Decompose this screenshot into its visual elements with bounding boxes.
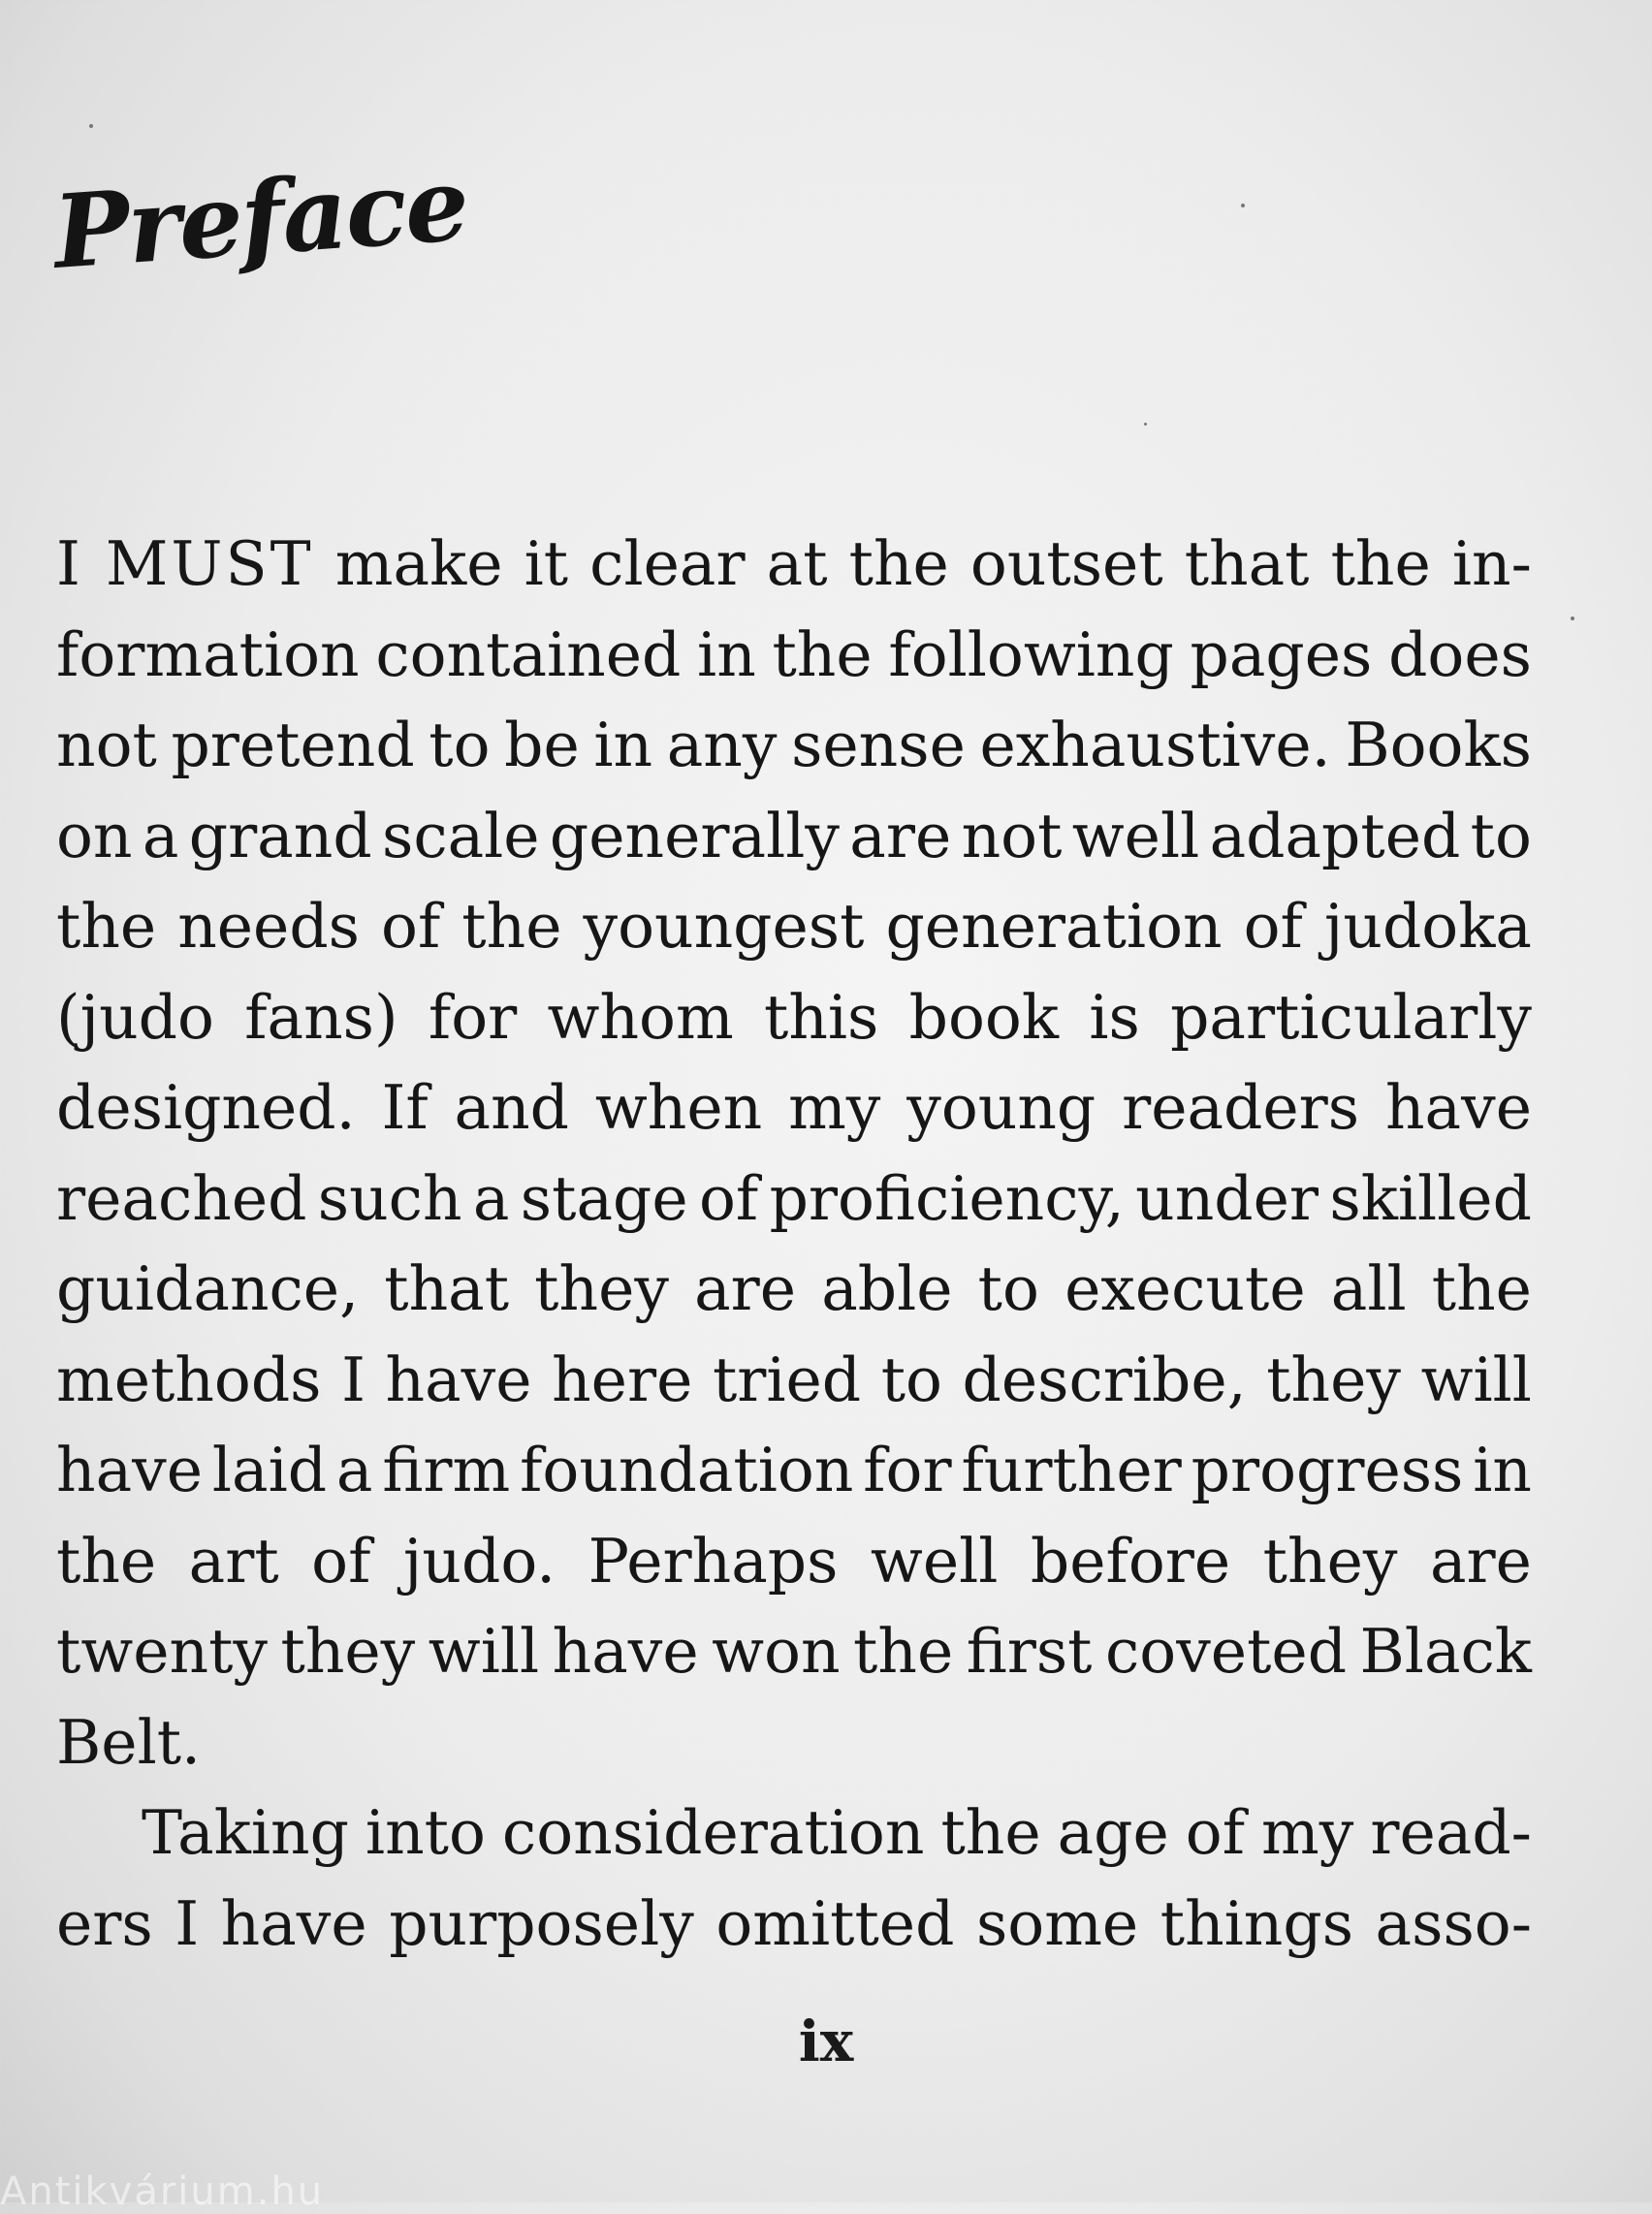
word: contained: [375, 618, 682, 690]
word: to: [977, 1253, 1039, 1324]
word: Taking: [142, 1797, 349, 1868]
word: able: [821, 1253, 953, 1324]
word: stage: [520, 1162, 688, 1234]
text-line-6: [56, 972, 1532, 1063]
word: they: [1266, 1344, 1401, 1415]
word: skilled: [1329, 1162, 1532, 1234]
word: of: [698, 1162, 759, 1234]
page-title: Preface: [49, 143, 471, 292]
word: to: [1470, 800, 1532, 871]
word: sense: [791, 710, 966, 780]
text-line-8: [56, 1154, 1532, 1245]
word: have: [385, 1344, 532, 1415]
word: well: [1071, 800, 1200, 871]
word: my: [788, 1072, 881, 1143]
word: asso-: [1375, 1887, 1532, 1959]
word: some: [975, 1887, 1139, 1959]
word: well: [870, 1525, 999, 1597]
preface-body: [56, 519, 1532, 1969]
word: (judo: [56, 981, 214, 1053]
word: a: [335, 1435, 373, 1505]
word: the: [772, 618, 873, 690]
word: to: [429, 710, 491, 780]
word: are: [849, 800, 952, 871]
word: following: [888, 618, 1174, 690]
word: in: [1473, 1435, 1532, 1505]
word: youngest: [583, 891, 865, 962]
page-number: ix: [798, 2008, 854, 2074]
paper-speck: [1144, 423, 1147, 426]
word: the: [853, 1616, 954, 1687]
text-line-4: [56, 791, 1532, 882]
word: pretend: [171, 710, 415, 780]
word: tried: [712, 1344, 862, 1415]
word: generally: [549, 800, 840, 871]
word: of: [311, 1525, 371, 1597]
word: a: [472, 1162, 510, 1234]
word: not: [56, 710, 157, 780]
word: progress: [1191, 1435, 1464, 1505]
word: for: [863, 1435, 952, 1505]
word: scale: [381, 800, 540, 871]
word: methods: [56, 1344, 322, 1415]
text-line-12: [56, 1516, 1532, 1607]
word: proficiency,: [769, 1162, 1125, 1234]
word: further: [961, 1435, 1182, 1505]
word: reached: [56, 1162, 307, 1234]
word: they: [1262, 1525, 1398, 1597]
word: under: [1135, 1162, 1319, 1234]
word: things: [1160, 1887, 1354, 1959]
word: when: [594, 1072, 763, 1143]
word: be: [504, 710, 580, 780]
word: Books: [1345, 710, 1532, 780]
word: exhaustive.: [979, 710, 1331, 780]
word: they: [534, 1253, 669, 1324]
word: fans): [244, 981, 398, 1053]
word: in-: [1451, 528, 1532, 599]
word: in: [593, 710, 653, 780]
word: foundation: [520, 1435, 854, 1505]
word: readers: [1122, 1072, 1360, 1143]
word: any: [666, 710, 778, 780]
word: it: [524, 528, 569, 599]
word: adapted: [1209, 800, 1461, 871]
word: does: [1388, 618, 1532, 690]
word: into: [365, 1797, 486, 1868]
word: have: [56, 1435, 204, 1505]
word: designed.: [56, 1072, 356, 1143]
word: is: [1089, 981, 1140, 1053]
word: my: [1261, 1797, 1354, 1868]
word: in: [697, 618, 756, 690]
word: laid: [211, 1435, 328, 1505]
word: the: [56, 1525, 157, 1597]
text-line-1: [56, 519, 1532, 610]
word: that: [1184, 528, 1310, 599]
word: such: [317, 1162, 462, 1234]
word: whom: [547, 981, 734, 1053]
word: clear: [589, 528, 746, 599]
word: generation: [885, 891, 1223, 962]
word: art: [188, 1525, 279, 1597]
word: judoka: [1323, 891, 1532, 962]
word: particularly: [1170, 981, 1532, 1053]
word: needs: [177, 891, 361, 962]
text-line-2: [56, 610, 1532, 701]
word: will: [1420, 1344, 1532, 1415]
text-line-11: [56, 1425, 1532, 1516]
word: have: [1384, 1072, 1532, 1143]
text-line-3: [56, 700, 1532, 791]
word: grand: [188, 800, 372, 871]
word: of: [1185, 1797, 1246, 1868]
word: the: [1330, 528, 1431, 599]
text-line-7: [56, 1062, 1532, 1154]
word: pages: [1190, 618, 1373, 690]
text-line-9: [56, 1244, 1532, 1335]
word: this: [764, 981, 879, 1053]
word: before: [1030, 1525, 1231, 1597]
paper-speck: [1571, 617, 1574, 620]
word: read-: [1370, 1797, 1532, 1868]
word: coveted: [1105, 1616, 1348, 1687]
text-line-10: [56, 1335, 1532, 1426]
word: the: [848, 528, 949, 599]
word: book: [908, 981, 1060, 1053]
text-line-14: Belt.: [56, 1706, 202, 1778]
word: here: [552, 1344, 693, 1415]
word: outset: [969, 528, 1163, 599]
word: and: [454, 1072, 570, 1143]
word: not: [961, 800, 1063, 871]
watermark: Antikvárium.hu: [0, 2169, 325, 2214]
word: on: [56, 800, 133, 871]
word: will: [428, 1616, 540, 1687]
word: are: [1429, 1525, 1532, 1597]
word: guidance,: [56, 1253, 360, 1324]
word: the: [1431, 1253, 1532, 1324]
text-line-13: [56, 1606, 1532, 1697]
word: Perhaps: [588, 1525, 839, 1597]
word: have: [220, 1887, 367, 1959]
word: for: [428, 981, 518, 1053]
word: ers: [56, 1887, 153, 1959]
word: of: [381, 891, 441, 962]
word: formation: [56, 618, 360, 690]
word: judo.: [402, 1525, 556, 1597]
word: omitted: [715, 1887, 955, 1959]
word: consideration: [501, 1797, 925, 1868]
word: to: [880, 1344, 942, 1415]
word: the: [56, 891, 157, 962]
text-line-16: [56, 1879, 1532, 1970]
word: describe,: [962, 1344, 1247, 1415]
word: all: [1330, 1253, 1407, 1324]
word: twenty: [56, 1616, 269, 1687]
text-line-15: [56, 1787, 1532, 1879]
word: age: [1057, 1797, 1169, 1868]
word: execute: [1064, 1253, 1306, 1324]
word: purposely: [389, 1887, 694, 1959]
word: Black: [1359, 1616, 1532, 1687]
word: won: [712, 1616, 841, 1687]
word: I: [341, 1344, 365, 1415]
word: If: [381, 1072, 429, 1143]
word: make: [334, 528, 503, 599]
word: firm: [382, 1435, 511, 1505]
word: young: [906, 1072, 1096, 1143]
word: I: [175, 1887, 200, 1959]
word: have: [552, 1616, 699, 1687]
word: that: [384, 1253, 510, 1324]
paper-speck: [89, 124, 93, 128]
opening-words: I MUST: [56, 528, 314, 599]
word: they: [280, 1616, 416, 1687]
word: first: [966, 1616, 1093, 1687]
word: are: [694, 1253, 797, 1324]
paper-speck: [1241, 204, 1245, 207]
word: the: [940, 1797, 1041, 1868]
word: of: [1243, 891, 1303, 962]
word: the: [461, 891, 562, 962]
word: at: [766, 528, 828, 599]
text-line-5: [56, 881, 1532, 972]
word: a: [142, 800, 179, 871]
